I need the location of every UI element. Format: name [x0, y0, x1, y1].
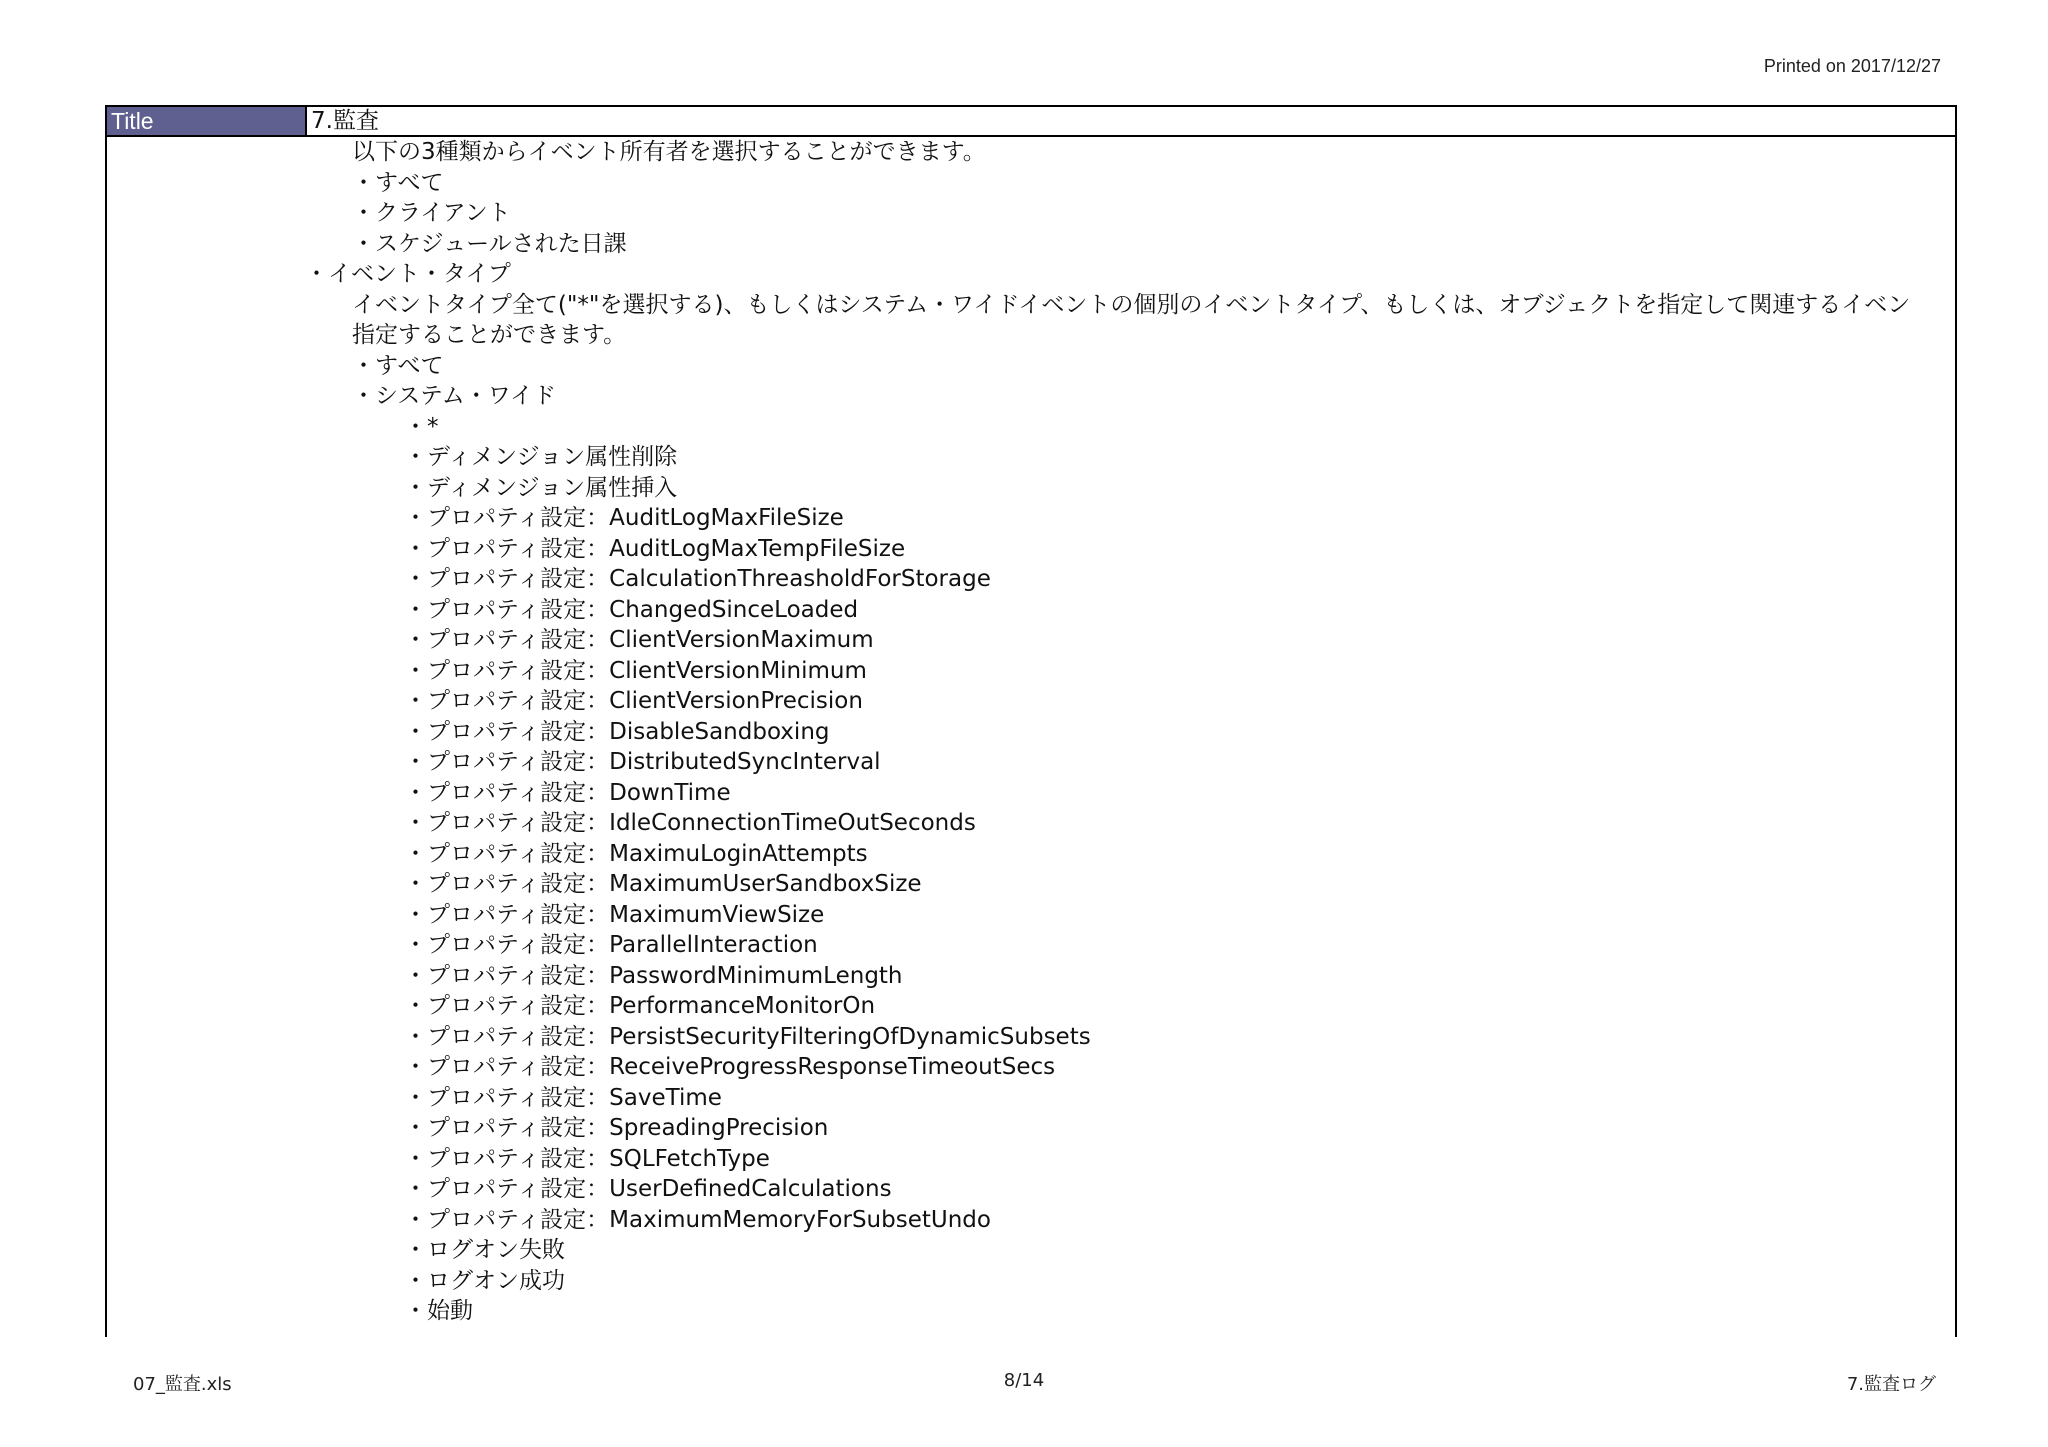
title-label: Title [107, 107, 305, 135]
content-line: ・プロパティ設定：MaximumUserSandboxSize [404, 871, 922, 897]
content-line: ・始動 [404, 1298, 473, 1324]
content-line: ・クライアント [352, 200, 511, 226]
content-line: ・* [404, 413, 439, 440]
content-line: ・プロパティ設定：MaximumMemoryForSubsetUndo [404, 1206, 991, 1233]
printed-date: Printed on 2017/12/27 [1763, 56, 1941, 76]
content-line: ・プロパティ設定：MaximumViewSize [404, 901, 825, 928]
content-line: ・すべて [352, 352, 444, 379]
content-line: ・ディメンジョン属性挿入 [404, 474, 678, 501]
content-line: ・プロパティ設定：PerformanceMonitorOn [404, 993, 876, 1019]
content-line: ・プロパティ設定：SaveTime [404, 1084, 722, 1111]
content-line: イベントタイプ全て("*"を選択する)、もしくはシステム・ワイドイベントの個別のイベントタイプ、もしくは、オブジェクトを指定して関連するイベン [352, 291, 1911, 318]
content-line: ・システム・ワイド [352, 383, 557, 409]
content-line: ・スケジュールされた日課 [352, 230, 627, 257]
content-line: ・プロパティ設定：DisableSandboxing [404, 718, 830, 745]
sheet-table [105, 105, 1957, 1337]
content-line: ・プロパティ設定：AuditLogMaxTempFileSize [404, 535, 906, 562]
content-line: ・プロパティ設定：ClientVersionMaximum [404, 627, 874, 653]
content-line: ・すべて [352, 169, 444, 196]
content-line: ・イベント・タイプ [305, 261, 511, 287]
content-line: ・プロパティ設定：ParallelInteraction [404, 932, 818, 958]
content-line: ・プロパティ設定：ClientVersionPrecision [404, 688, 863, 714]
content-line: ・プロパティ設定：DownTime [404, 779, 731, 806]
content-line: ・プロパティ設定：ChangedSinceLoaded [404, 596, 859, 623]
content-line: ・プロパティ設定：MaximuLoginAttempts [404, 840, 868, 867]
content-line: ・ログオン失敗 [404, 1237, 565, 1263]
content-line: ・プロパティ設定：PersistSecurityFilteringOfDynamicSubsets [404, 1023, 1091, 1050]
content-line: ・プロパティ設定：SpreadingPrecision [404, 1115, 829, 1141]
content-line: ・プロパティ設定：ReceiveProgressResponseTimeoutSecs [404, 1054, 1056, 1080]
content-line: ・プロパティ設定：CalculationThreasholdForStorage [404, 566, 991, 592]
content-line: ・プロパティ設定：UserDefinedCalculations [404, 1176, 892, 1202]
footer-page-number: 8/14 [1003, 1370, 1045, 1391]
content-line: ・プロパティ設定：AuditLogMaxFileSize [404, 505, 844, 531]
content-line: ・プロパティ設定：ClientVersionMinimum [404, 657, 867, 684]
content-line: ・ディメンジョン属性削除 [404, 444, 678, 470]
content-line: 以下の3種類からイベント所有者を選択することができます。 [352, 139, 986, 165]
content-line: ・プロパティ設定：SQLFetchType [404, 1145, 770, 1172]
content-line: ・ログオン成功 [404, 1267, 565, 1294]
content-line: ・プロパティ設定：IdleConnectionTimeOutSeconds [404, 810, 976, 836]
title-row [107, 107, 1955, 137]
title-value: 7.監査 [305, 107, 1955, 135]
content-line: 指定することができます。 [352, 322, 627, 348]
footer-sheet-name: 7.監査ログ [1846, 1374, 1936, 1395]
content-line: ・プロパティ設定：DistributedSyncInterval [404, 749, 881, 775]
footer-file-name: 07_監査.xls [133, 1374, 232, 1395]
content-line: ・プロパティ設定：PasswordMinimumLength [404, 962, 903, 989]
